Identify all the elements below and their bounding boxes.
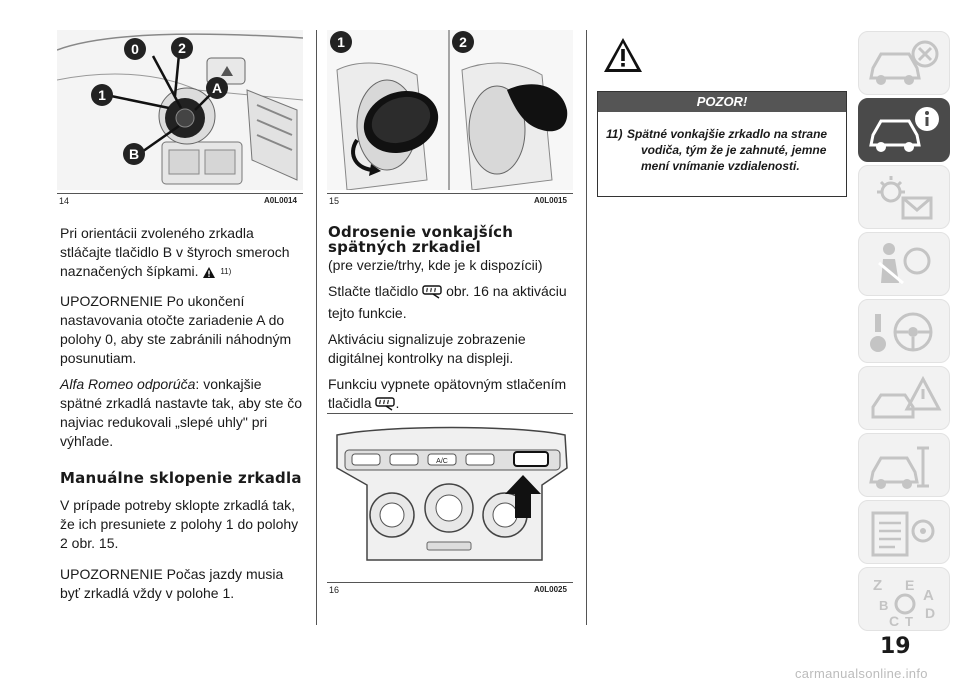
callout-a-label: A: [211, 80, 223, 96]
watermark: carmanualsonline.info: [795, 666, 928, 681]
warning-lights-icon: [859, 166, 951, 230]
footnote-ref: 11): [220, 267, 232, 276]
figure-15: [327, 30, 573, 190]
index-letter: T: [905, 614, 913, 629]
tab-maintenance[interactable]: [858, 433, 950, 497]
emergency-triangle-icon: [859, 367, 951, 431]
callout-2-label: 2: [178, 40, 186, 56]
technical-data-icon: [859, 501, 951, 565]
warning-item-number: 11): [606, 127, 623, 141]
paragraph-press-button: [328, 282, 574, 323]
column-divider-2: [586, 30, 587, 625]
figure-16-rule: [327, 582, 573, 583]
index-letter: D: [925, 605, 936, 621]
tab-emergency[interactable]: [858, 366, 950, 430]
paragraph-press-button-end: obr. 16 na aktiváciu tejto funkcie.: [328, 283, 567, 321]
tab-warning-lights[interactable]: [858, 165, 950, 229]
paragraph-activation-signal: Aktiváciu signalizuje zobrazenie digitálnej kontrolky na displeji.: [328, 331, 526, 366]
index-letter: Z: [873, 577, 883, 594]
tab-car-dashboard[interactable]: [858, 31, 950, 95]
figure-15-rule: [327, 193, 573, 194]
paragraph-fold-mirrors: V prípade potreby sklopte zrkadlá tak, že ich presuniete z polohy 1 do polohy 2 obr. 15.: [60, 497, 299, 551]
paragraph-deactivate-end: .: [395, 395, 400, 411]
paragraph-deactivate: [328, 375, 574, 416]
tab-car-info[interactable]: [858, 98, 950, 162]
tab-safety[interactable]: [858, 232, 950, 296]
figure-15-number: 15: [329, 196, 340, 206]
callout-b-label: B: [128, 146, 140, 162]
index-letter: E: [905, 577, 915, 593]
paragraph-mirror-orientation-text: Pri orientácii zvoleného zrkadla stláčajte tlačidlo B v štyroch smeroch naznačených šípkami.: [60, 225, 290, 279]
climate-panel-illustration: [327, 420, 573, 580]
figure-16: [327, 420, 573, 580]
availability-note: (pre verzie/trhy, kde je k dispozícii): [328, 257, 543, 273]
paragraph-notice-a-position: UPOZORNENIE Po ukončení nastavovania otočte zariadenie A do polohy 0, aby ste zabránili náhodným posunutiam.: [60, 293, 292, 366]
warning-item-text: Spätné vonkajšie zrkadlo na strane vodiča, tým že je zahnuté, jemne mení vnímanie vzdialenosti.: [627, 127, 828, 173]
paragraph-notice-position-1: UPOZORNENIE Počas jazdy musia byť zrkadlá vždy v polohe 1.: [60, 566, 284, 601]
column-1-text: [60, 224, 306, 603]
tab-technical-data[interactable]: [858, 500, 950, 564]
page-number: 19: [880, 634, 911, 659]
tab-index[interactable]: [858, 567, 950, 631]
heading-mirror-defrost: Odrosenie vonkajších spätných zrkadiel: [328, 223, 514, 256]
index-letter: A: [923, 587, 934, 604]
brand-recommends: Alfa Romeo odporúča: [60, 376, 196, 392]
callout-1-label: 1: [98, 87, 106, 103]
car-info-icon: [859, 99, 951, 163]
column-divider-1: [316, 30, 317, 625]
warning-box: [597, 91, 847, 197]
callout-1-label: 1: [337, 34, 345, 50]
figure-15-code: A0L0015: [534, 196, 567, 205]
paragraph-deactivate-start: Funkciu vypnete opätovným stlačením tlačidla: [328, 376, 567, 411]
warning-triangle-icon: [202, 265, 216, 284]
figure-16-top-rule: [327, 413, 573, 414]
figure-16-number: 16: [329, 585, 340, 595]
tab-driving[interactable]: [858, 299, 950, 363]
figure-14-number: 14: [59, 196, 70, 206]
paragraph-press-button-start: Stlačte tlačidlo: [328, 283, 419, 299]
callout-0-label: 0: [131, 41, 139, 57]
car-dashboard-icon: [859, 32, 951, 96]
index-letter: B: [879, 598, 889, 613]
mirror-control-illustration: [57, 30, 303, 190]
ac-button-label: A/C: [436, 458, 448, 465]
mirror-defrost-icon: [422, 285, 442, 304]
paragraph-recommendation: [60, 375, 306, 451]
warning-triangle-icon: [602, 36, 644, 79]
steering-wheel-icon: [859, 300, 951, 364]
paragraph-mirror-orientation: [60, 224, 306, 284]
column-2-text: [328, 225, 574, 416]
index-alphabet-icon: [859, 568, 951, 632]
figure-14-rule: [57, 193, 303, 194]
index-letter: C: [889, 613, 900, 629]
callout-2-label: 2: [459, 34, 467, 50]
paragraph-recommendation-text: : vonkajšie spätné zrkadlá nastavte tak, aby ste čo najviac redukovali „slepé uhly" pri výhľade.: [60, 376, 303, 449]
warning-title: POZOR!: [598, 92, 846, 112]
figure-14-code: A0L0014: [264, 196, 297, 205]
safety-airbag-icon: [859, 233, 951, 297]
figure-14: [57, 30, 303, 190]
figure-16-code: A0L0025: [534, 585, 567, 594]
heading-manual-folding: Manuálne sklopenie zrkadla: [60, 469, 302, 487]
maintenance-car-icon: [859, 434, 951, 498]
mirror-fold-illustration: [327, 30, 573, 190]
